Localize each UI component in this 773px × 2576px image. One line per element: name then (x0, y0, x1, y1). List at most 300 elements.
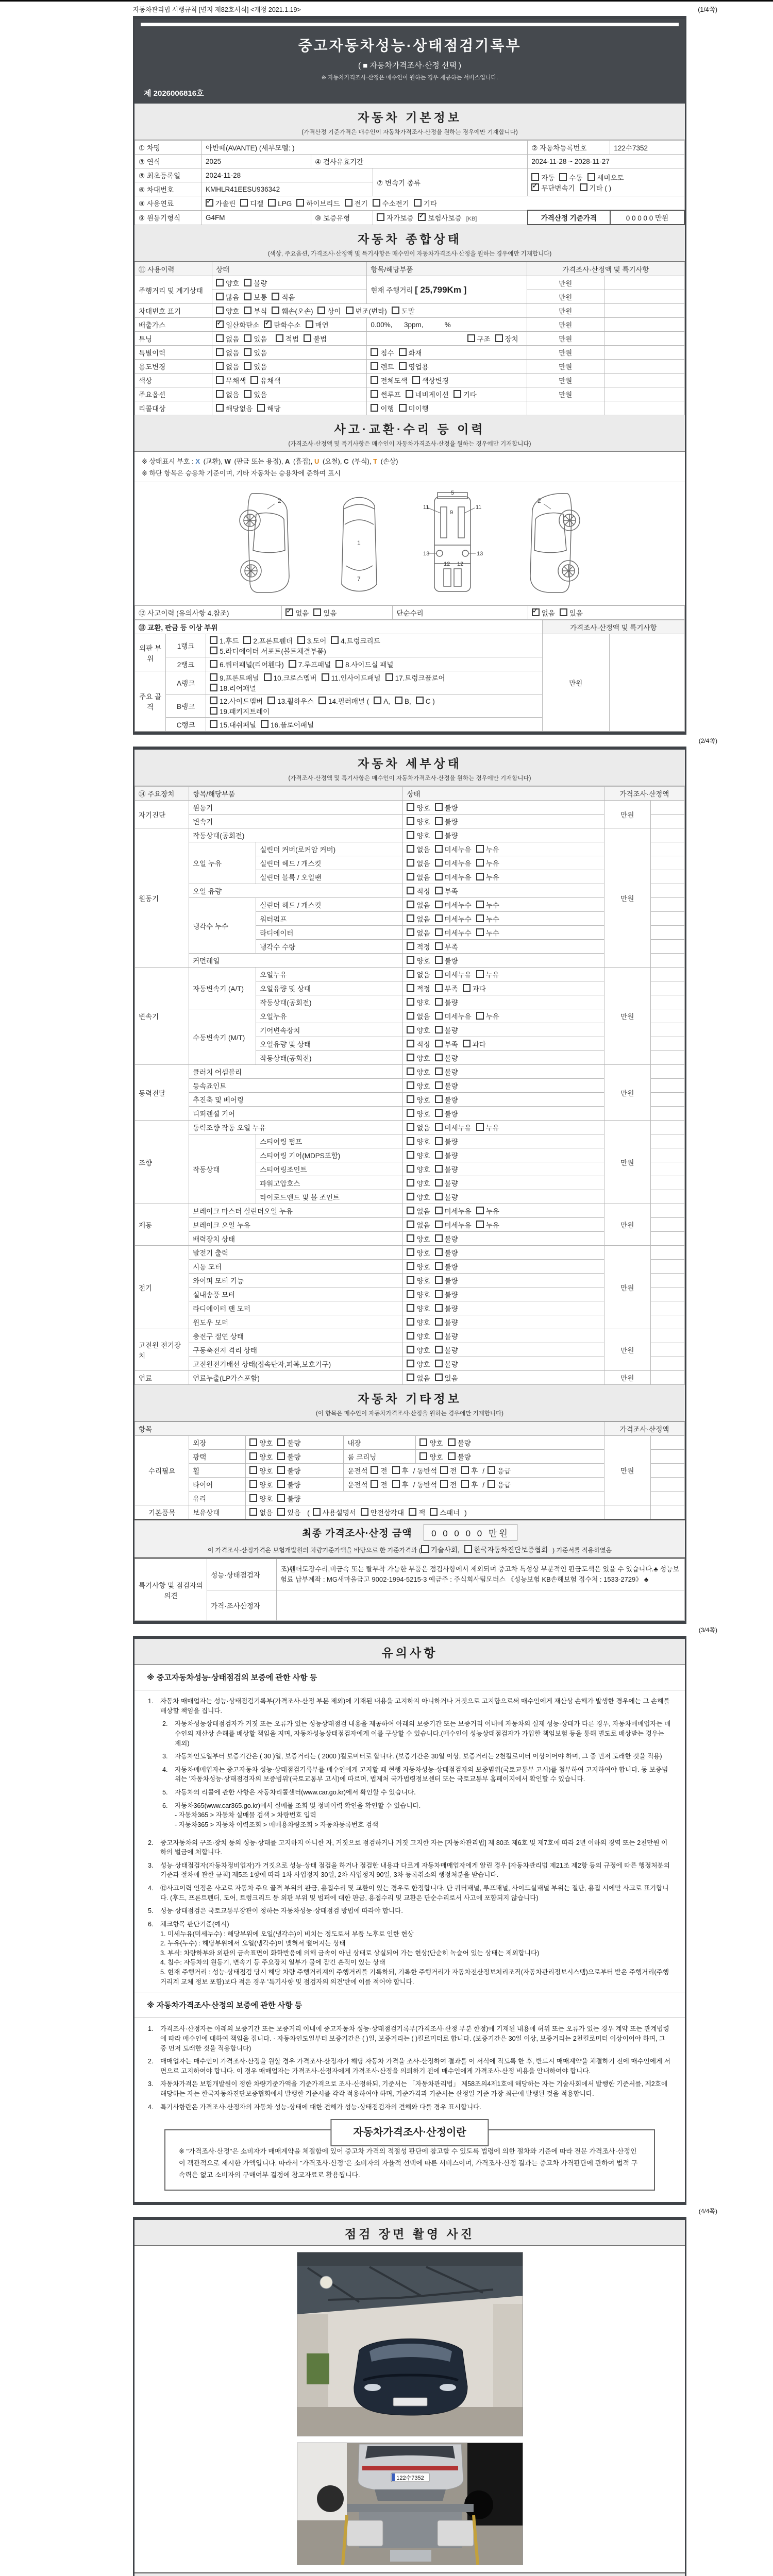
item-label: 시동 모터 (189, 1260, 403, 1274)
checkbox-option[interactable]: 기타 (414, 198, 437, 208)
checkbox-option[interactable]: 없음 (407, 1122, 430, 1132)
checkbox-option[interactable]: 있음 (244, 333, 267, 344)
checkbox-option[interactable]: 있음 (435, 1372, 458, 1383)
checkbox-option[interactable]: 전체도색 (371, 375, 407, 385)
checkbox-option[interactable]: 불량 (435, 1108, 458, 1118)
state-options (403, 1190, 604, 1204)
car-name: 아반떼(AVANTE) (세부모델: ) (202, 141, 528, 155)
checkbox-option[interactable]: 과다 (463, 1039, 486, 1049)
item-label: 작동상태 (189, 1134, 256, 1204)
checkbox-option[interactable]: 양호 (407, 1233, 430, 1244)
page-4 (133, 2217, 686, 2576)
checkbox-option[interactable]: 불량 (435, 1164, 458, 1174)
checkbox-option[interactable]: 5.라디에이터 서포트(볼트체결부품) (210, 646, 326, 656)
checkbox-option[interactable]: 양호 (407, 1345, 430, 1355)
checkbox-option[interactable]: 보통 (244, 292, 267, 302)
checkbox-option[interactable]: 적음 (272, 292, 295, 302)
svg-text:2: 2 (278, 497, 281, 504)
final-price-strip (135, 1519, 685, 1558)
checkbox-option[interactable]: 있음 (244, 389, 267, 399)
checkbox-option[interactable]: 불량 (435, 1150, 458, 1160)
checkbox-option[interactable]: 있음 (560, 607, 583, 618)
state-options (403, 1343, 604, 1357)
checkbox-option[interactable]: 8.사이드실 패널 (335, 659, 393, 669)
checkbox-option[interactable]: 영업용 (399, 361, 429, 371)
checkbox-option[interactable]: 많음 (216, 292, 239, 302)
checkbox-option[interactable]: 양호 (249, 1451, 273, 1462)
checkbox-option[interactable]: 구조 (467, 333, 491, 344)
checkbox-option[interactable]: 후 (461, 1479, 478, 1489)
checkbox-option[interactable]: 불량 (277, 1465, 300, 1476)
checkbox-option[interactable]: 불량 (435, 1053, 458, 1063)
checkbox-option[interactable]: 양호 (407, 1108, 430, 1118)
appraiser-opinion (277, 1590, 685, 1621)
final-price-label: 최종 가격조사·산정 금액 (302, 1528, 412, 1539)
state-options (403, 1329, 604, 1343)
checkbox-option[interactable]: 양호 (419, 1451, 443, 1462)
checkbox-option[interactable]: 불량 (435, 1233, 458, 1244)
checkbox-option[interactable]: 양호 (407, 1080, 430, 1091)
checkbox-option[interactable]: 불량 (435, 1192, 458, 1202)
checkbox-option[interactable]: 해당 (257, 403, 280, 413)
item-label: 와이퍼 모터 기능 (189, 1274, 403, 1287)
notice-item: 2. 매매업자는 매수인이 가격조사·산정을 원할 경우 가격조사·산정자가 해당 자동차 가격을 조사·산정하여 결과를 이 서식에 적도록 한 후, 반드시 매매계약을 체결하기 전에 매수인에게 서면으로 고지하여야 합니다. 이 경우 매매업자는 가격조사·산정자에게 가격조사·산정을 의뢰하기 전에 매수인에게 가격조사·산정 비용을 안내하여야 합니다. (148, 2058, 670, 2075)
checkbox-option[interactable]: 누유 (476, 844, 499, 854)
checkbox-option[interactable]: 전 (440, 1465, 457, 1476)
checkbox-option[interactable]: 없음 (407, 1011, 430, 1021)
checkbox-option[interactable]: 침수 (371, 347, 394, 358)
checkbox-option[interactable]: 양호 (407, 1053, 430, 1063)
state-options (403, 828, 604, 842)
checkbox-option[interactable]: 누유 (476, 1011, 499, 1021)
checkbox-option[interactable]: 9.프론트패널 (210, 672, 259, 683)
inline-text: ( (307, 1509, 310, 1517)
checkbox-option[interactable]: 양호 (407, 1025, 430, 1035)
checkbox-option[interactable]: 부식 (244, 306, 267, 316)
detail-status-header: 자동차 세부상태 (가격조사·산정액 및 특기사항은 매수인이 자동차가격조사·산정을 원하는 경우에만 기재합니다) (135, 750, 685, 786)
state-options (403, 1079, 604, 1093)
checkbox-option[interactable]: 불량 (277, 1493, 300, 1503)
subitem-label: 작동상태(공회전) (256, 995, 403, 1009)
checkbox-option[interactable]: 양호 (216, 278, 239, 288)
checkbox-option[interactable]: 후 (461, 1465, 478, 1476)
checkbox-option[interactable]: 미이행 (399, 403, 429, 413)
checkbox-option[interactable]: 전기 (345, 198, 368, 208)
checkbox-option[interactable]: 불량 (435, 1275, 458, 1285)
system-group-label: 조향 (135, 1121, 189, 1204)
checkbox-option[interactable]: 안전삼각대 (361, 1507, 404, 1517)
checkbox-option[interactable]: 적정 (407, 983, 430, 993)
checkbox-option[interactable]: 자동 (531, 172, 554, 182)
checkbox-option[interactable]: 하이브리드 (296, 198, 340, 208)
checkbox-option[interactable]: 없음 (216, 389, 239, 399)
checkbox-option[interactable]: 15.대쉬패널 (210, 719, 256, 730)
legend-mark: C (344, 457, 349, 465)
state-options (403, 1357, 604, 1371)
checkbox-option[interactable]: 미세누유 (435, 969, 472, 979)
checkbox-option[interactable]: 불량 (435, 1080, 458, 1091)
checkbox-option[interactable]: 미세누유 (435, 1011, 472, 1021)
checkbox-option[interactable]: 불량 (435, 1136, 458, 1146)
checkbox-option[interactable]: 불량 (244, 278, 267, 288)
checkbox-option[interactable]: 색상변경 (412, 375, 449, 385)
checkbox-option[interactable]: 없음 (407, 844, 430, 854)
checkbox-option[interactable]: ✓ 일산화탄소 (216, 319, 259, 330)
inspection-period: 2024-11-28 ~ 2028-11-27 (528, 155, 684, 168)
checkbox-option[interactable]: 양호 (407, 1094, 430, 1105)
state-options (403, 870, 604, 884)
checkbox-option[interactable]: 미세누수 (435, 913, 472, 924)
checkbox-option[interactable]: 양호 (407, 1261, 430, 1272)
checkbox-option[interactable]: 화재 (399, 347, 422, 358)
checkbox-option[interactable]: 적정 (407, 1039, 430, 1049)
checkbox-option[interactable]: 도말 (392, 306, 415, 316)
checkbox-option[interactable]: 자가보증 (377, 212, 413, 223)
field-label: 주행거리 및 계기상태 (135, 276, 212, 304)
checkbox-option[interactable]: 양호 (407, 1066, 430, 1077)
checkbox-option[interactable]: 세미오토 (587, 172, 624, 182)
notice-item: 2. 중고자동차의 구조·장치 등의 성능·상태를 고지하지 아니한 자, 거짓으로 점검하거나 거짓 고지한 자는 [자동차관리법] 제 80조 제6호 및 제7호에 따라 2년 이하의 징역 또는 2천만원 이하의 벌금에 처합니다. (148, 1839, 668, 1856)
state-mark-legend: ※ 상태표시 부호 : X (교환), W (판금 또는 용접), A (흠집), U (요철), C (부식), T (손상) (142, 457, 398, 465)
checkbox-option[interactable]: 렌트 (371, 361, 394, 371)
checkbox-option[interactable]: 누유 (476, 858, 499, 868)
item-label: 브레이크 오일 누유 (189, 1218, 403, 1232)
checkbox-option[interactable]: 양호 (407, 1289, 430, 1299)
checkbox-option[interactable]: 6.쿼터패널(리어휀다) (210, 659, 284, 669)
checkbox-option[interactable]: 전 (371, 1479, 387, 1489)
checkbox-option[interactable]: 불량 (435, 1289, 458, 1299)
checkbox-option[interactable]: 누유 (476, 1122, 499, 1132)
field-label: 색상 (135, 374, 212, 387)
checkbox-option[interactable]: 후 (392, 1479, 409, 1489)
other-info-header: 자동차 기타정보 (이 항목은 매수인이 자동차가격조사·산정을 원하는 경우에만 기재합니다) (135, 1385, 685, 1421)
checkbox-option[interactable]: 적정 (407, 886, 430, 896)
state-options (403, 1065, 604, 1079)
checkbox-option[interactable]: 없음 (249, 1507, 273, 1517)
title-white-bar (141, 23, 679, 26)
checkbox-option[interactable]: C ) (416, 697, 435, 705)
subitem-label: 실린더 블록 / 오일팬 (256, 870, 403, 884)
checkbox-option[interactable]: 양호 (407, 1136, 430, 1146)
checkbox-option[interactable]: 전 (440, 1479, 457, 1489)
checkbox-option[interactable]: 양호 (407, 1303, 430, 1313)
subitem-label: 스티어링조인트 (256, 1162, 403, 1176)
notice-item: 3. 자동차가격은 보험개발원이 정한 차량기준가액을 기준가격으로 조사·산정하되, 기준서는 「자동차관리법」 제58조의4제1호에 해당하는 자는 기술사회에서 발행한 기준서를, 제2호에 해당하는 자는 한국자동차진단보증협회에서 발행한 기준서를 각각 적용하여야 하며, 기준가격과 기준서는 산정일 기준 가장 최근에 발행된 것을 적용합니다. (148, 2080, 668, 2097)
checkbox-option[interactable]: 양호 (407, 1192, 430, 1202)
checkbox-option[interactable]: 썬루프 (371, 389, 400, 399)
checkbox-option[interactable]: 유채색 (250, 375, 280, 385)
checkbox-option[interactable]: 수동 (559, 172, 582, 182)
item-label: 배력장치 상태 (189, 1232, 403, 1246)
page-1 (133, 16, 686, 735)
field-label: ⑥ 차대번호 (135, 182, 202, 196)
checkbox-option[interactable]: 부족 (435, 941, 458, 952)
checkbox-option[interactable]: 양호 (407, 802, 430, 812)
checkbox-option[interactable]: 양호 (407, 816, 430, 826)
checkbox-option[interactable]: 해당없음 (216, 403, 253, 413)
item-label: 자동변속기 (A/T) (189, 968, 256, 1009)
checkbox-option[interactable]: 누유 (476, 872, 499, 882)
notice-item: 4. 특기사항란은 가격조사·산정자의 자동차 성능·상태에 대한 견해가 성능·상태점검자의 견해와 다를 경우 표시합니다. (148, 2103, 481, 2111)
checkbox-option[interactable]: 변조(변타) (346, 306, 387, 316)
checkbox-option[interactable]: 부족 (435, 1039, 458, 1049)
subitem-label: 기어변속장치 (256, 1023, 403, 1037)
checkbox-option[interactable]: 기타 (453, 389, 477, 399)
state-options (403, 940, 604, 954)
system-group-label: 전기 (135, 1246, 189, 1329)
field-label: ⑫ 사고이력 (유의사항 4.참조) (135, 606, 282, 620)
state-options (403, 1107, 604, 1121)
checkbox-option[interactable]: 있음 (244, 347, 267, 358)
checkbox-option[interactable]: 불량 (435, 802, 458, 812)
checkbox-option[interactable]: 없음 (407, 913, 430, 924)
checkbox-option[interactable]: 불량 (435, 997, 458, 1007)
checkbox-option[interactable]: 없음 (216, 361, 239, 371)
checkbox-option[interactable]: 10.크로스멤버 (264, 672, 317, 683)
checkbox-option[interactable]: 네비게이션 (406, 389, 449, 399)
notice-item: 3. 성능·상태점검자(자동차정비업자)가 거짓으로 성능·상태 점검을 하거나 점검한 내용과 다르게 자동차매매업자에게 알린 경우 [자동차관리법 제21조 제2항 등의 규정에 따른 행정처분의 기준과 절차에 관한 규칙] 제5조 1항에 따라 1차 사업정지 30일, 2차 사업정지 90일, 3차 등록취소의 행정처분을 받습니다. (148, 1861, 670, 1879)
checkbox-option[interactable]: 한국자동차진단보증협회 (464, 1544, 548, 1554)
checkbox-option[interactable]: 없음 (407, 858, 430, 868)
notice-item: 2. 자동차성능상태점검자가 거짓 또는 오류가 있는 성능상태점검 내용을 제공하여 아래의 보증기간 또는 보증거리 이내에 자동차의 실제 성능·상태가 다른 경우, 자동차매매업자는 매수인의 재산상 손해를 배상할 책임을 지며, 자동차성능상태점검자에게 이를 구상할 수 있습니다.(매수인이 성능상태점검자가 가입한 책임보험 등을 통해 별도로 배상받는 경우는 제외) (162, 1720, 671, 1747)
checkbox-option[interactable]: 응급 (488, 1465, 511, 1476)
field-label: 용도변경 (135, 360, 212, 374)
checkbox-option[interactable]: 사용설명서 (313, 1507, 356, 1517)
checkbox-option[interactable]: 없음 (216, 333, 239, 344)
inline-text: / 동반석 (413, 1467, 438, 1475)
checkbox-option[interactable]: 불량 (435, 1261, 458, 1272)
system-group-label: 변속기 (135, 968, 189, 1065)
checkbox-option[interactable]: 19.패키지트레이 (210, 706, 270, 716)
checkbox-option[interactable]: 수소전기 (373, 198, 409, 208)
checkbox-option[interactable]: B, (395, 697, 411, 705)
item-label: 발전기 출력 (189, 1246, 403, 1260)
checkbox-option[interactable]: 불량 (435, 1094, 458, 1105)
warranty-options: 자가보증 ✓ 보험사보증 [KB] (373, 210, 528, 225)
item-label: 충전구 절연 상태 (189, 1329, 403, 1343)
checkbox-option[interactable]: 기타 ( ) (580, 182, 612, 193)
checkbox-option[interactable]: 14.필러패널 ( (318, 696, 369, 706)
checkbox-option[interactable]: 양호 (407, 1150, 430, 1160)
checkbox-option[interactable]: 장치 (495, 333, 518, 344)
inline-text: / (482, 1481, 485, 1489)
checkbox-option[interactable]: 불량 (435, 1359, 458, 1369)
checkbox-option[interactable]: 없음 (407, 900, 430, 910)
checkbox-option[interactable]: 불량 (448, 1437, 471, 1448)
state-options (403, 856, 604, 870)
checkbox-option[interactable]: 불량 (277, 1437, 300, 1448)
checkbox-option[interactable]: 누수 (476, 927, 499, 938)
checkbox-option[interactable]: 불량 (435, 1178, 458, 1188)
checkbox-option[interactable]: ✓무단변속기 (531, 182, 575, 193)
checkbox-option[interactable]: 양호 (407, 1359, 430, 1369)
checkbox-option[interactable]: 누수 (476, 900, 499, 910)
checkbox-option[interactable]: 누유 (476, 969, 499, 979)
checkbox-option[interactable]: 양호 (407, 955, 430, 965)
checkbox-option[interactable]: 누유 (476, 1219, 499, 1230)
checkbox-option[interactable]: 불량 (435, 955, 458, 965)
field-label: 특별이력 (135, 346, 212, 360)
checkbox-option[interactable]: 불량 (435, 816, 458, 826)
subitem-label: 오일누유 (256, 968, 403, 981)
checkbox-option[interactable]: 미세누수 (435, 900, 472, 910)
checkbox-option[interactable]: 2.프론트휀더 (243, 635, 292, 646)
checkbox-option[interactable]: 17.트렁크플로어 (385, 672, 445, 683)
checkbox-option[interactable]: 양호 (407, 1331, 430, 1341)
overall-status-table: ⑪ 사용이력 상태 항목/해당부품 가격조사·산정액 및 특기사항 주행거리 및 계기상태 양호 불량 현재 주행거리 [ 25,799Km ] 만원 많음 보통 적음 만원 차대번호 표기 양호 부식 훼손(오손) 상이 변조(변타) 도말 만원 배출가스 ✓ 일산화탄소 ✓ 탄화수소 매연 0.00%, 3ppm, % 만원 튜닝 없음 있음 적법 불법 구조 장치 만원 특별이력 없음 있음 침수 화재 만원 용도변경 없음 있음 렌트 영업용 만원 색상 무채색 유채색 전체도색 색상변경 만원 주요옵션 없음 있음 썬루프 네비게이션 기타 만원 리콜대상 해당없음 해당 이행 미이행 (135, 262, 685, 415)
notice-section2-title: ※ 자동차가격조사·산정의 보증에 관한 사항 등 (135, 1992, 685, 2018)
checkbox-option[interactable]: 부족 (435, 886, 458, 896)
document-note: ※ 자동차가격조사·산정은 매수인이 원하는 경우 제공하는 서비스입니다. (321, 75, 498, 81)
checkbox-option[interactable]: 누수 (476, 913, 499, 924)
page-mark-2: (2/4쪽) (698, 737, 717, 744)
signature-section (135, 2572, 685, 2576)
state-options (403, 1371, 604, 1385)
legend-mark: X (195, 457, 200, 465)
checkbox-option[interactable]: 없음 (407, 1219, 430, 1230)
checkbox-option[interactable]: 이행 (371, 403, 394, 413)
checkbox-option[interactable]: ✓ 가솔린 (206, 198, 236, 208)
state-options (403, 1037, 604, 1051)
checkbox-option[interactable]: 미세누유 (435, 872, 472, 882)
checkbox-option[interactable]: 있음 (313, 607, 337, 618)
checkbox-option[interactable]: 양호 (407, 1178, 430, 1188)
subitem-label: 오일유량 및 상태 (256, 1037, 403, 1051)
checkbox-option[interactable]: ✓ 탄화수소 (264, 319, 300, 330)
checkbox-option[interactable]: 양호 (407, 997, 430, 1007)
checkbox-option[interactable]: 불량 (435, 1066, 458, 1077)
checkbox-option[interactable]: 미세누수 (435, 927, 472, 938)
checkbox-option[interactable]: 양호 (249, 1465, 273, 1476)
checkbox-option[interactable]: 양호 (419, 1437, 443, 1448)
checkbox-option[interactable]: 누유 (476, 1206, 499, 1216)
checkbox-option[interactable]: 디젤 (240, 198, 263, 208)
checkbox-option[interactable]: 미세누유 (435, 1122, 472, 1132)
checkbox-option[interactable]: 기술사회, (421, 1544, 460, 1554)
checkbox-option[interactable]: 불량 (277, 1451, 300, 1462)
checkbox-option[interactable]: 있음 (277, 1507, 300, 1517)
checkbox-option[interactable]: 불량 (277, 1479, 300, 1489)
checkbox-option[interactable]: 없음 (407, 872, 430, 882)
checkbox-option[interactable]: 응급 (488, 1479, 511, 1489)
checkbox-option[interactable]: 없음 (407, 1206, 430, 1216)
checkbox-option[interactable]: 불량 (435, 1317, 458, 1327)
checkbox-option[interactable]: ✓ 없음 (532, 607, 555, 618)
fuel-options (202, 196, 684, 211)
checkbox-option[interactable]: 양호 (249, 1437, 273, 1448)
field-label: 단순수리 (393, 606, 528, 620)
checkbox-option[interactable]: 상이 (317, 306, 341, 316)
document-title: 중고자동차성능·상태점검기록부 (298, 38, 522, 54)
item-label: 오일 누유 (189, 842, 256, 884)
checkbox-option[interactable]: 양호 (249, 1479, 273, 1489)
checkbox-option[interactable]: 없음 (407, 969, 430, 979)
checkbox-option[interactable]: 스패너 (430, 1507, 460, 1517)
checkbox-option[interactable]: 있음 (244, 361, 267, 371)
checkbox-option[interactable]: 불량 (435, 1303, 458, 1313)
checkbox-option[interactable]: 불량 (448, 1451, 471, 1462)
checkbox-option[interactable]: 12.사이드멤버 (210, 696, 263, 706)
checkbox-option[interactable]: 전 (371, 1465, 387, 1476)
checkbox-option[interactable]: 없음 (216, 347, 239, 358)
title-block (135, 19, 685, 104)
checkbox-option[interactable]: 미세누유 (435, 858, 472, 868)
item-label: 변속기 (189, 815, 403, 828)
checkbox-option[interactable]: 11.인사이드패널 (322, 672, 381, 683)
price-survey-definition-box (164, 2129, 655, 2190)
item-label: 연료누출(LP가스포함) (189, 1371, 403, 1385)
checkbox-option[interactable]: 13.휠하우스 (267, 696, 314, 706)
inspection-photo-rear (297, 2443, 523, 2565)
photos-header: 점검 장면 촬영 사진 (135, 2220, 685, 2246)
checkbox-option[interactable]: LPG (268, 199, 292, 208)
checkbox-option[interactable]: 무채색 (216, 375, 246, 385)
checkbox-option[interactable]: 불량 (435, 1247, 458, 1258)
checkbox-option[interactable]: 불량 (435, 1331, 458, 1341)
field-label: ⑦ 변속기 종류 (373, 168, 528, 196)
subitem-label: 스티어링 기어(MDPS포함) (256, 1148, 403, 1162)
checkbox-option[interactable]: 양호 (249, 1493, 273, 1503)
checkbox-option[interactable]: 훼손(오손) (272, 306, 313, 316)
checkbox-option[interactable]: 잭 (409, 1507, 425, 1517)
checkbox-option[interactable]: 적정 (407, 941, 430, 952)
checkbox-option[interactable]: 양호 (407, 830, 430, 840)
base-price-label: 가격산정 기준가격 (528, 210, 610, 225)
checkbox-option[interactable]: 미세누유 (435, 1219, 472, 1230)
svg-text:13: 13 (423, 551, 430, 557)
checkbox-option[interactable]: 양호 (407, 1275, 430, 1285)
checkbox-option[interactable]: 양호 (407, 1247, 430, 1258)
checkbox-option[interactable]: 양호 (407, 1164, 430, 1174)
svg-text:1: 1 (357, 539, 361, 547)
state-options (403, 968, 604, 981)
checkbox-option[interactable]: 없음 (407, 927, 430, 938)
checkbox-option[interactable]: 3.도어 (297, 635, 326, 646)
checkbox-option[interactable]: 후 (392, 1465, 409, 1476)
state-options (403, 1093, 604, 1107)
checkbox-option[interactable]: 매연 (306, 319, 329, 330)
checkbox-option[interactable]: 양호 (407, 1317, 430, 1327)
checkbox-option[interactable]: 적법 (276, 333, 299, 344)
checkbox-option[interactable]: 1.후드 (210, 635, 239, 646)
checkbox-option[interactable]: 과다 (463, 983, 486, 993)
inline-text: 운전석 (347, 1481, 368, 1489)
subitem-label: 작동상태(공회전) (256, 1051, 403, 1065)
checkbox-option[interactable]: 불량 (435, 1345, 458, 1355)
item-label: 작동상태(공회전) (189, 828, 403, 842)
checkbox-option[interactable]: A, (374, 697, 390, 705)
subitem-label: 라디에이터 (256, 926, 403, 940)
state-options (403, 954, 604, 968)
checkbox-option[interactable]: 불법 (304, 333, 327, 344)
state-options (403, 926, 604, 940)
checkbox-option[interactable]: 불량 (435, 1025, 458, 1035)
checkbox-option[interactable]: 부족 (435, 983, 458, 993)
checkbox-option[interactable]: 18.리어패널 (210, 683, 256, 693)
checkbox-option[interactable]: 7.루프패널 (289, 659, 331, 669)
checkbox-option[interactable]: 불량 (435, 830, 458, 840)
checkbox-option[interactable]: 양호 (216, 306, 239, 316)
svg-text:11: 11 (423, 504, 429, 511)
checkbox-option[interactable]: 4.트렁크리드 (331, 635, 380, 646)
checkbox-option[interactable]: ✓ 없음 (285, 607, 309, 618)
checkbox-option[interactable]: ✓ 보험사보증 (418, 212, 461, 223)
checkbox-option[interactable]: 없음 (407, 1372, 430, 1383)
checkbox-option[interactable]: 미세누유 (435, 1206, 472, 1216)
license-plate (391, 2473, 429, 2482)
checkbox-option[interactable]: 16.플로어패널 (261, 719, 314, 730)
checkbox-option[interactable]: 미세누유 (435, 844, 472, 854)
